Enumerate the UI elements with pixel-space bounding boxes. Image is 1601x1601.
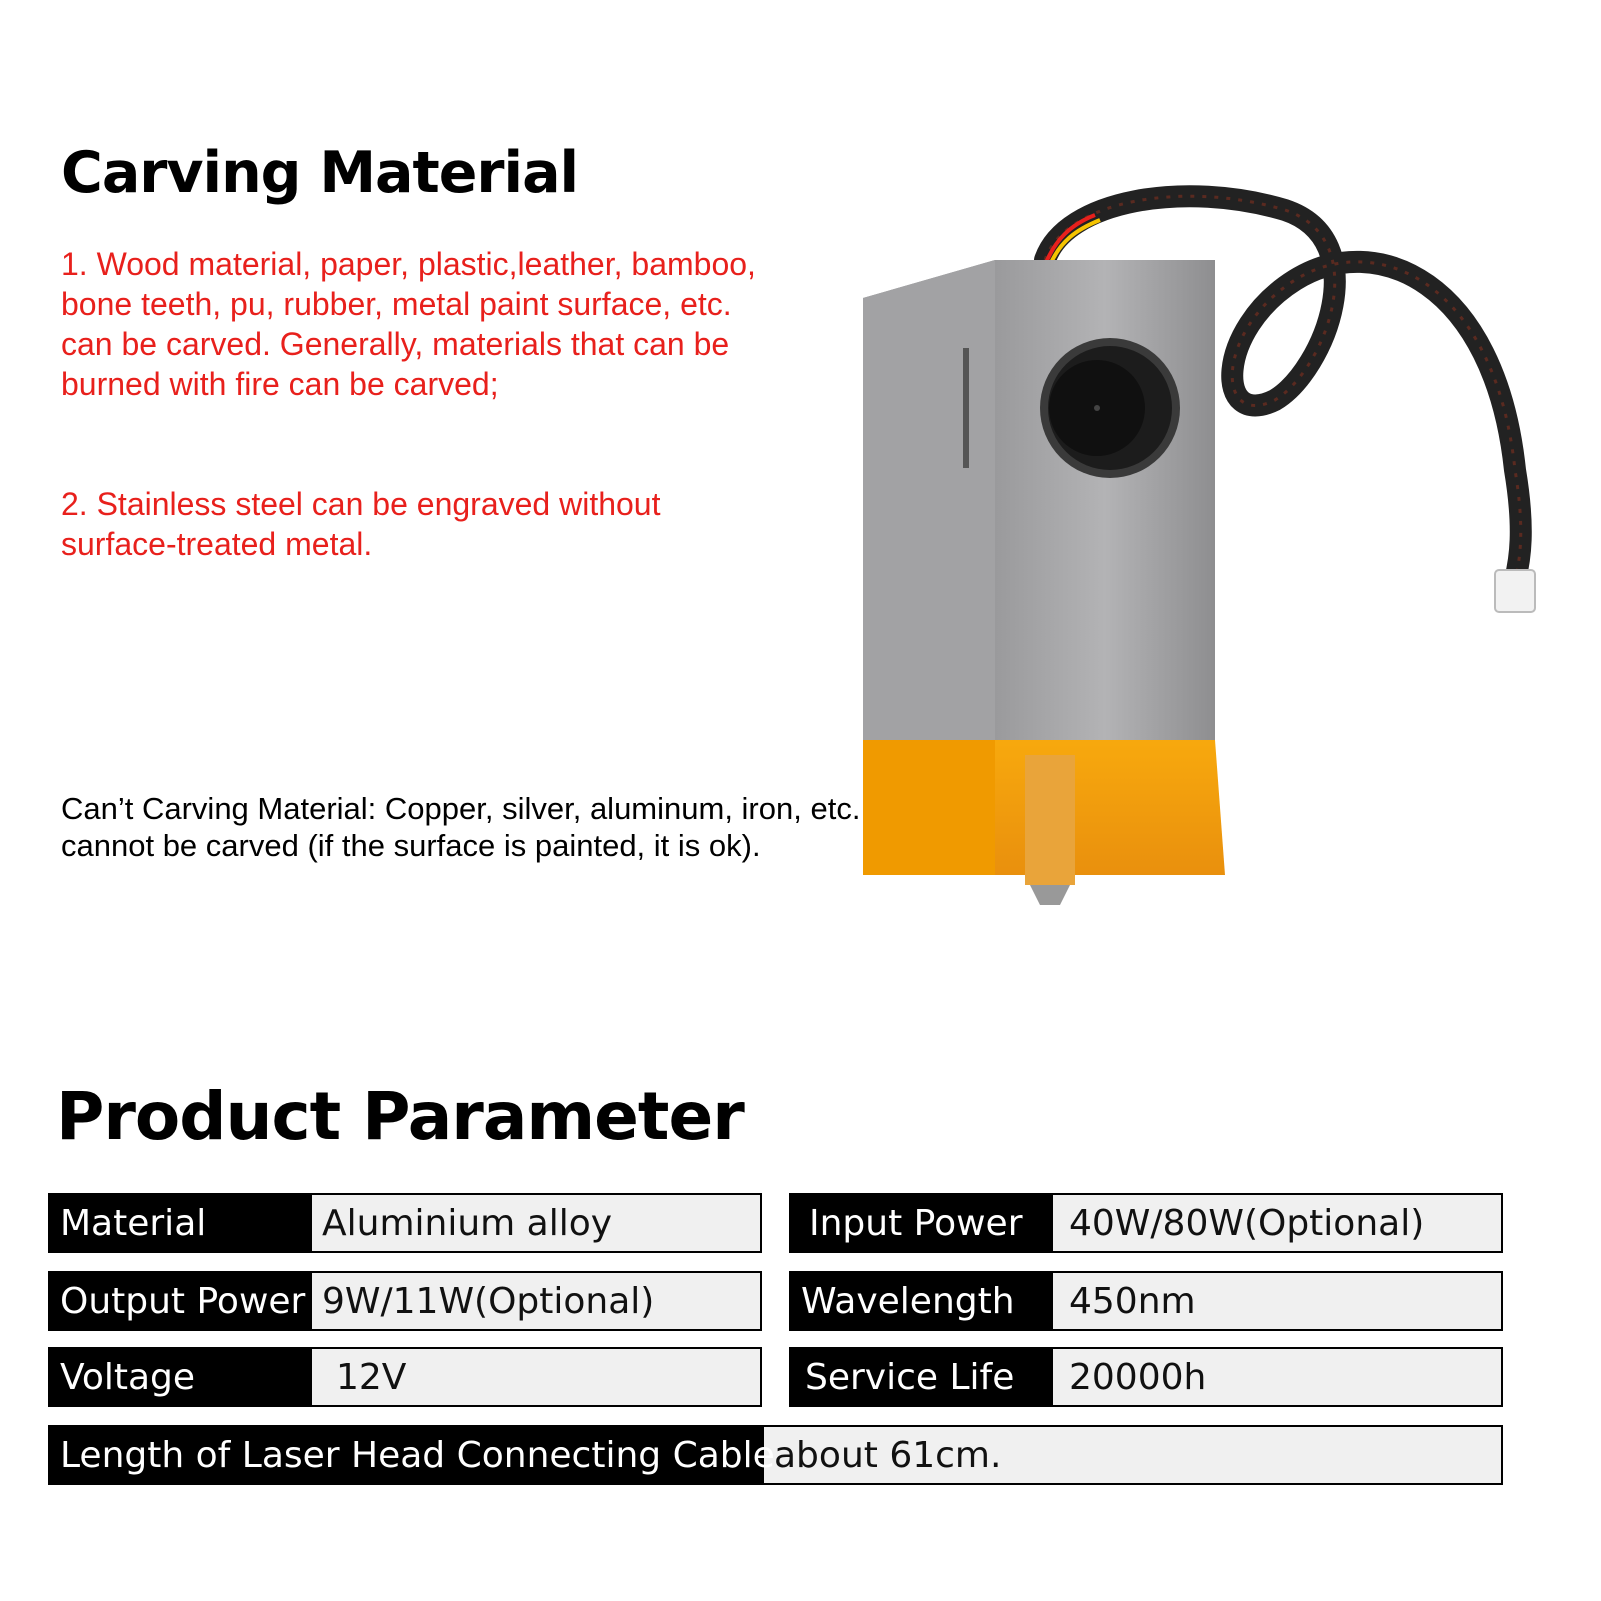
laser-body-icon	[863, 260, 1215, 740]
non-carvable-materials-text: Can’t Carving Material: Copper, silver, aluminum, iron, etc. cannot be carved (if the surface is painted, it is ok).	[61, 791, 861, 863]
param-value: 9W/11W(Optional)	[322, 1280, 655, 1322]
param-row-wavelength	[789, 1271, 1503, 1331]
param-value: about 61cm.	[774, 1434, 1002, 1476]
param-row-material	[48, 1193, 762, 1253]
param-label: Wavelength	[791, 1273, 1053, 1329]
connector-icon	[1495, 570, 1535, 612]
param-value: 450nm	[1069, 1280, 1196, 1322]
param-row-service-life	[789, 1347, 1503, 1407]
param-row-voltage	[48, 1347, 762, 1407]
product-parameter-title: Product Parameter	[56, 1078, 744, 1155]
carving-material-title: Carving Material	[61, 140, 579, 206]
param-label: Voltage	[50, 1349, 312, 1405]
param-row-cable-length	[48, 1425, 1503, 1485]
param-row-output-power	[48, 1271, 762, 1331]
param-label: Length of Laser Head Connecting Cable	[50, 1427, 764, 1483]
param-label: Input Power	[791, 1195, 1053, 1251]
laser-head-image	[855, 170, 1555, 920]
param-value: 40W/80W(Optional)	[1069, 1202, 1425, 1244]
carvable-materials-text: 1. Wood material, paper, plastic,leather, bamboo, bone teeth, pu, rubber, metal paint surface, etc. can be carved. Generally, materials that can be burned with fire can be carved;	[61, 246, 756, 402]
param-label: Output Power	[50, 1273, 312, 1329]
orange-shroud-icon	[863, 740, 1225, 905]
param-value: Aluminium alloy	[322, 1202, 613, 1244]
param-row-input-power	[789, 1193, 1503, 1253]
param-value: 20000h	[1069, 1356, 1207, 1398]
stainless-steel-text: 2. Stainless steel can be engraved without surface-treated metal.	[61, 486, 661, 562]
param-value: 12V	[336, 1356, 407, 1398]
param-label: Material	[50, 1195, 312, 1251]
param-label: Service Life	[791, 1349, 1053, 1405]
